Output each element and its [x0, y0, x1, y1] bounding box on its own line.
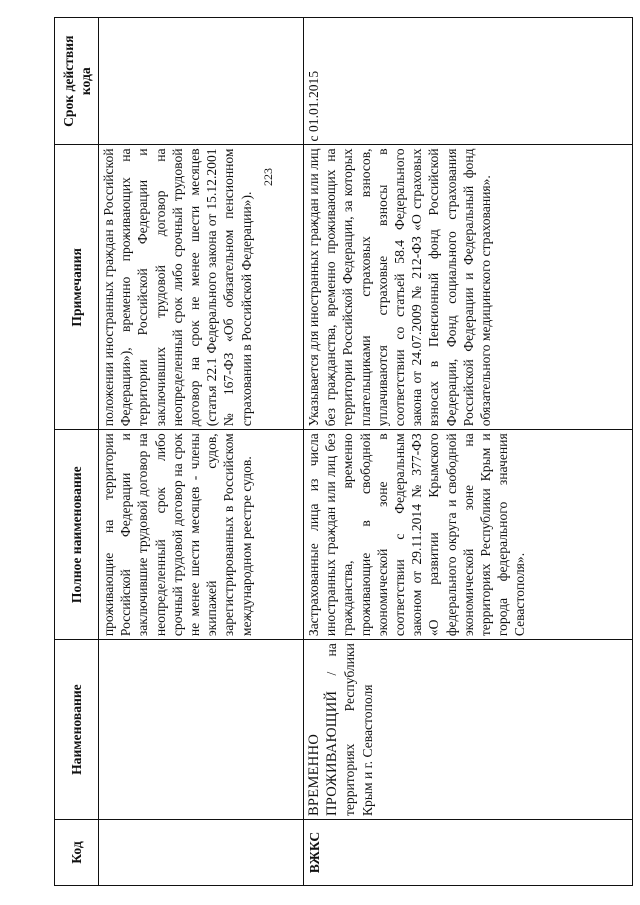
- row-notes: положении иностранных граждан в Российской Федерации»), временно проживающих на территории Российской Федерации и заключивших трудовой договор на неопределенный срок либо срочный трудовой договор на срок не менее шести месяцев (статья 22.1 Федерального закона от 15.12.2001 № 167-ФЗ «Об обязательном пенсионном страховании в Российской Федерации»).: [99, 145, 304, 430]
- header-validity: Срок действия кода: [55, 18, 99, 145]
- row-code: ВЖКС: [304, 820, 633, 886]
- row-validity: с 01.01.2015: [304, 18, 633, 145]
- row-full-name: проживающие на территории Российской Федерации и заключившие трудовой договор на неопределенный срок либо срочный трудовой договор на срок не менее шести месяцев - члены экипажей судов, зарегистрированных в Российском международном реестре судов.: [99, 430, 304, 640]
- header-code: Код: [55, 820, 99, 886]
- rotated-page-content: [54, 17, 633, 886]
- row-name-upper: ВРЕМЕННО ПРОЖИВАЮЩИЙ: [306, 690, 341, 817]
- header-full-name: Полное наименование: [55, 430, 99, 640]
- row-validity: [99, 18, 304, 145]
- table-header-row: [55, 18, 99, 886]
- table-row: [99, 18, 304, 886]
- row-notes: Указывается для иностранных граждан или лиц без гражданства, временно проживающих на территории Российской Федерации, за которых плательщиками страховых взносов, уплачиваются страховые взносы в соответствии со статьей 58.4 Федерального закона от 24.07.2009 № 212-ФЗ «О страховых взносах в Пенсионный фонд Российской Федерации, Фонд социального страхования Российской Федерации и Федеральный фонд обязательного медицинского страхования».: [304, 145, 633, 430]
- codes-table: [54, 17, 633, 886]
- row-full-name: Застрахованные лица из числа иностранных граждан или лиц без гражданства, временно проживающие в свободной экономической зоне в соответствии с Федеральным законом от 29.11.2014 № 377-ФЗ «О развитии Крымского федерального округа и свободной экономической зоне на территориях Республики Крым и города федерального значения Севастополя».: [304, 430, 633, 640]
- row-name: [99, 640, 304, 820]
- page-number: 223: [261, 168, 275, 186]
- header-notes: Примечания: [55, 145, 99, 430]
- header-name: Наименование: [55, 640, 99, 820]
- row-name-rest: / на территориях Республики Крым и г. Севастополя: [324, 643, 375, 817]
- row-code: [99, 820, 304, 886]
- table-row: [304, 18, 633, 886]
- row-name: [304, 640, 633, 820]
